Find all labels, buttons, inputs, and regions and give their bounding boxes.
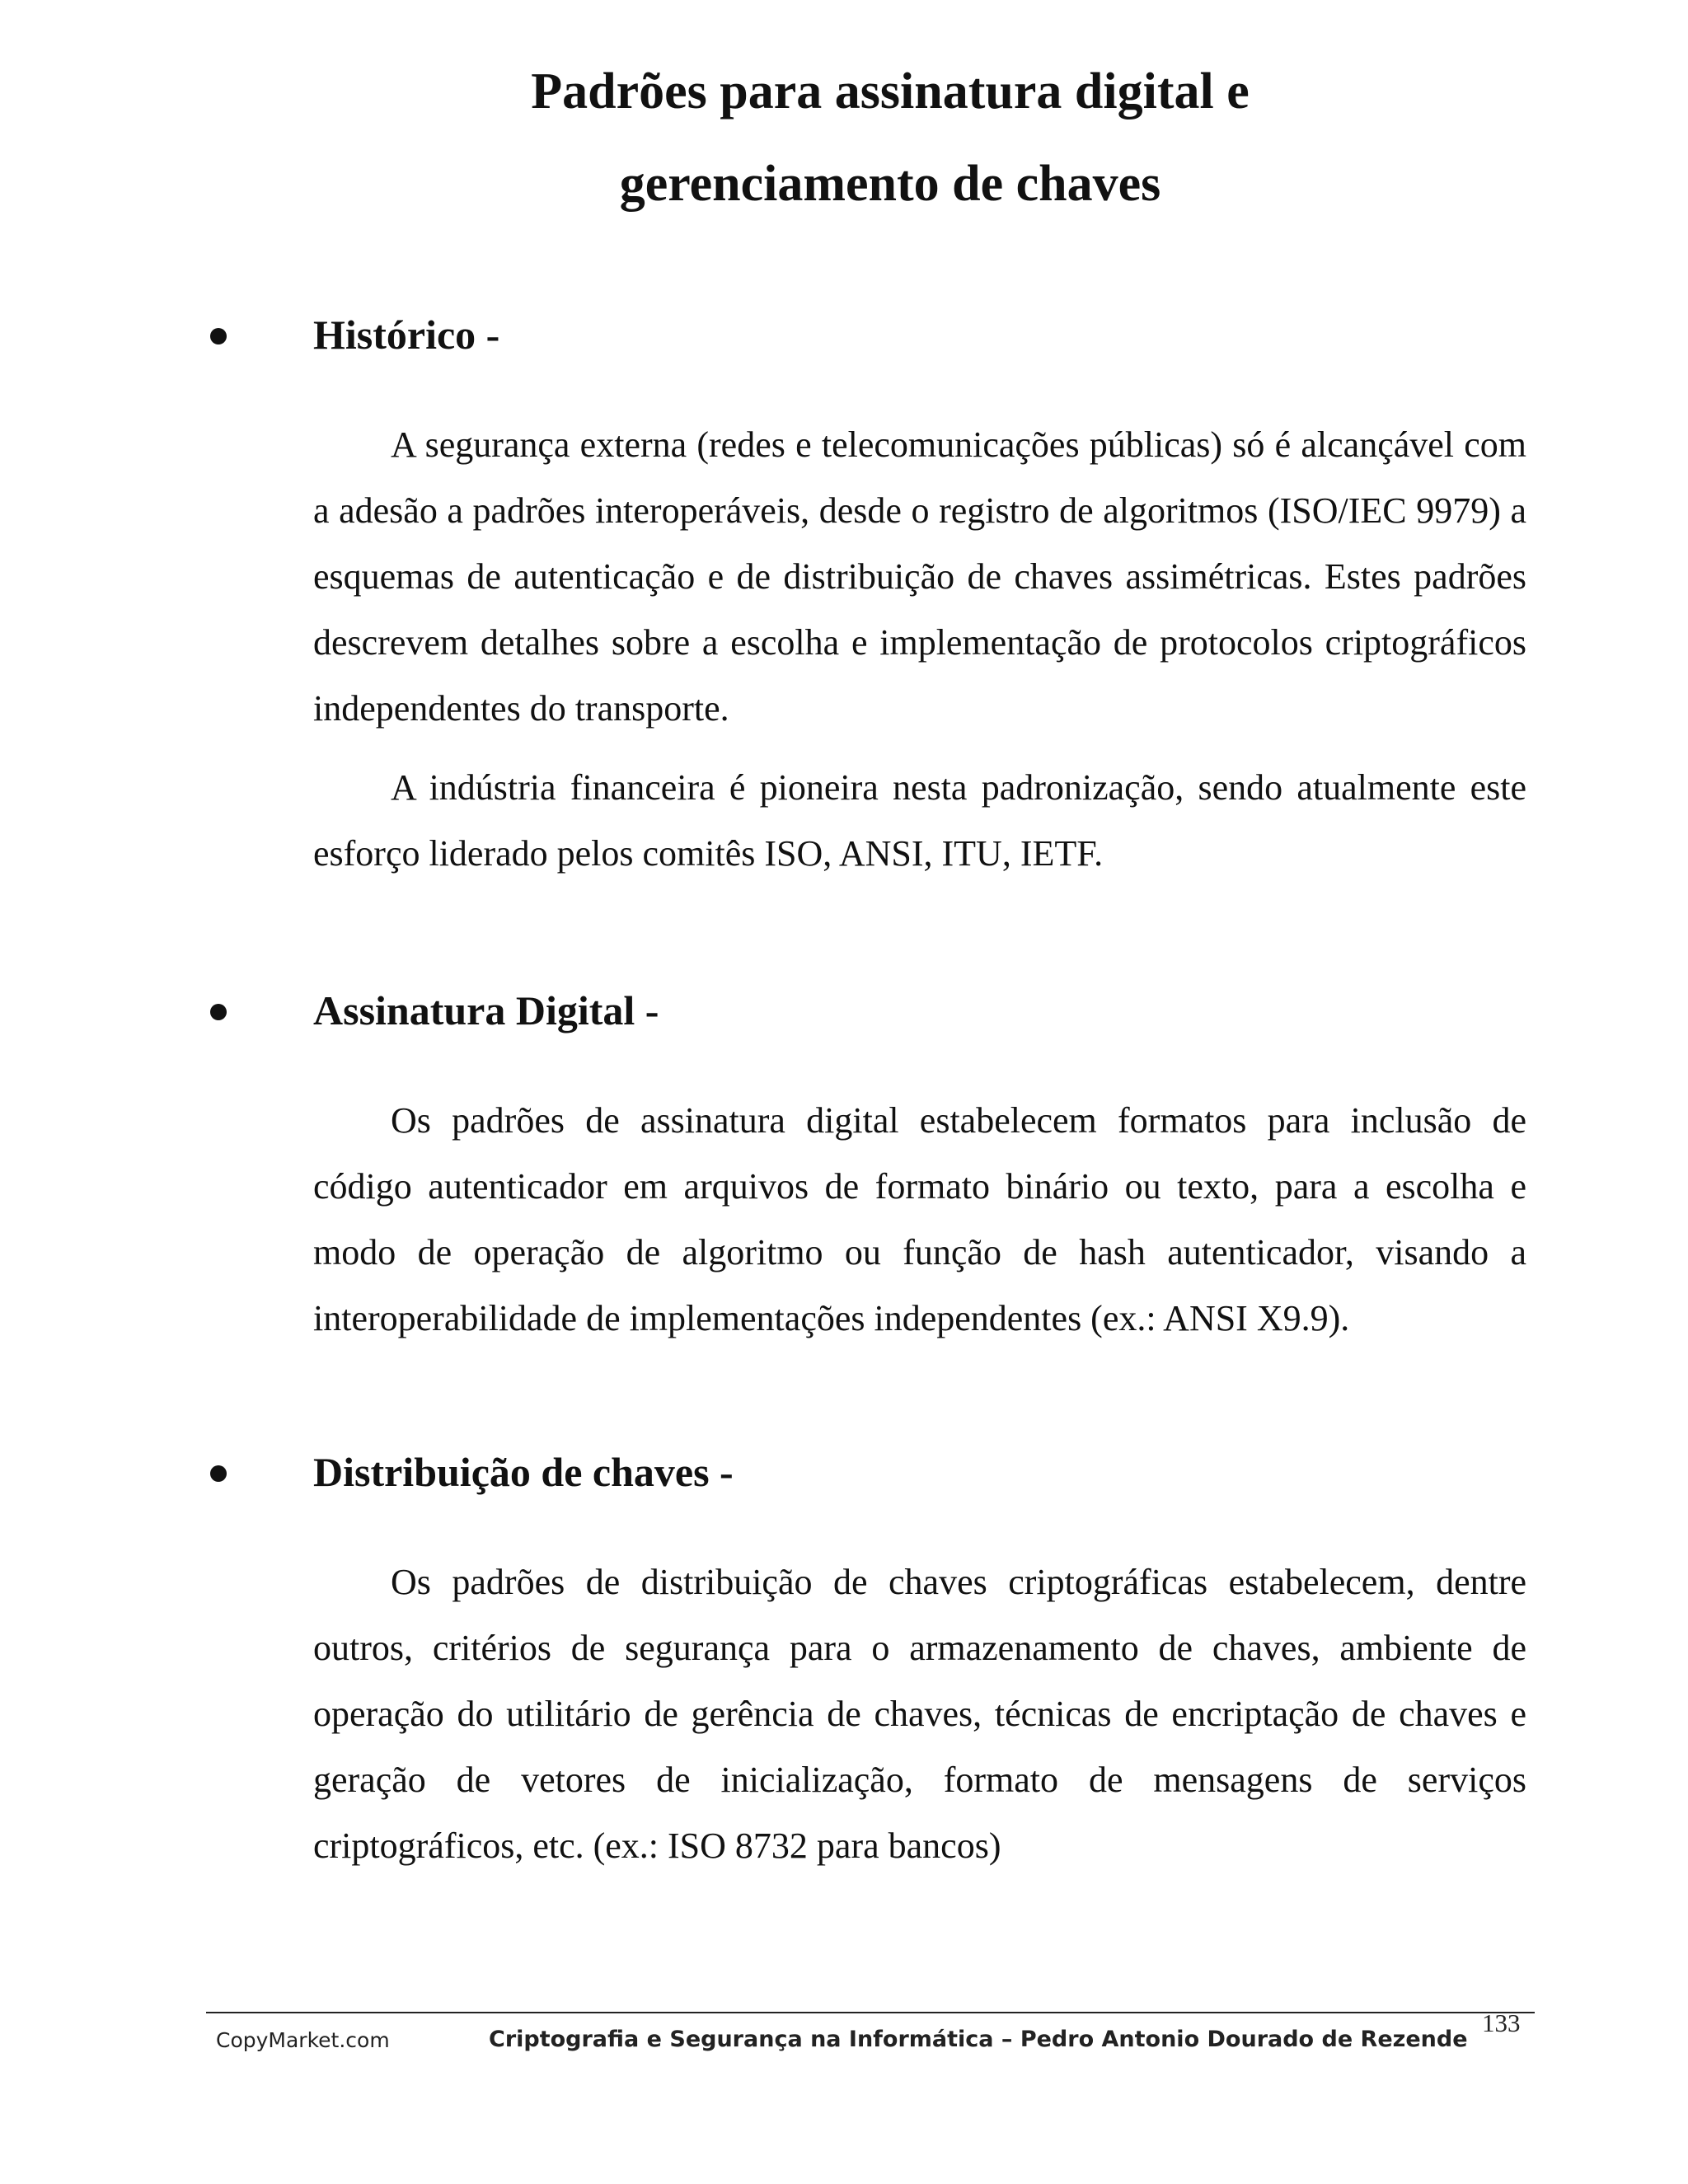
paragraph: Os padrões de assinatura digital estabelecem formatos para inclusão de código autenticador em arquivos de formato binário ou texto, para a escolha e modo de operação de algoritmo ou função de hash autenticador, visando a interoperabilidade de implementações independentes (ex.: ANSI X9.9). — [313, 1100, 1526, 1338]
footer-book-title: Criptografia e Segurança na Informática – Pedro Antonio Dourado de Rezende — [489, 2027, 1468, 2052]
page-number: 133 — [1482, 2008, 1521, 2037]
bullet-icon — [210, 1465, 227, 1482]
page-title-line-2: gerenciamento de chaves — [619, 156, 1161, 212]
page-title — [0, 45, 1688, 230]
page-title-line-1: Padrões para assinatura digital e — [531, 63, 1250, 120]
bullet-icon — [210, 328, 227, 344]
footer-site-name: CopyMarket.com — [216, 2028, 390, 2052]
bullet-icon — [210, 1004, 227, 1020]
paragraph: Os padrões de distribuição de chaves criptográficas estabelecem, dentre outros, critérios de segurança para o armazenamento de chaves, ambiente de operação do utilitário de gerência de chaves, técnicas de encriptação de chaves e geração de vetores de inicialização, formato de mensagens de serviços criptográficos, etc. (ex.: ISO 8732 para bancos) — [313, 1562, 1526, 1866]
footer-divider — [206, 2012, 1535, 2013]
paragraph: A indústria financeira é pioneira nesta padronização, sendo atualmente este esforço liderado pelos comitês ISO, ANSI, ITU, IETF. — [313, 767, 1526, 874]
paragraph: A segurança externa (redes e telecomunicações públicas) só é alcançável com a adesão a padrões interoperáveis, desde o registro de algoritmos (ISO/IEC 9979) a esquemas de autenticação e de distribuição de chaves assimétricas. Estes padrões descrevem detalhes sobre a escolha e implementação de protocolos criptográficos independentes do transporte. — [313, 424, 1526, 729]
section-heading: Distribuição de chaves - — [313, 1449, 734, 1495]
section-heading: Histórico - — [313, 312, 500, 358]
section-heading: Assinatura Digital - — [313, 987, 659, 1033]
